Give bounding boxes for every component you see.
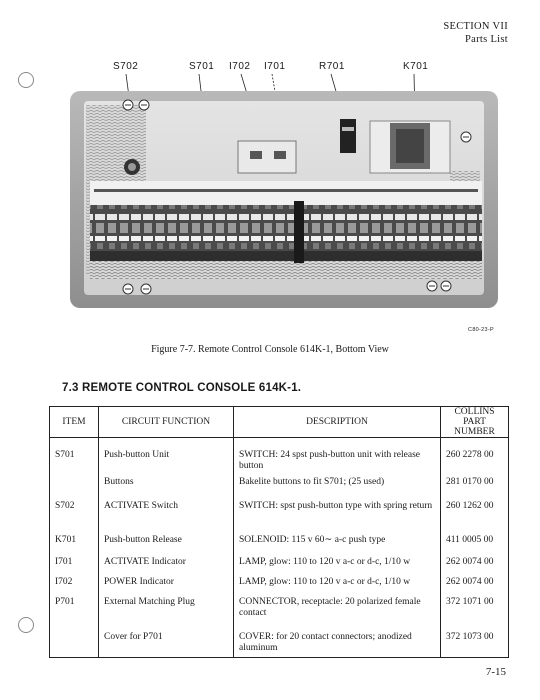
cell-description: CONNECTOR, receptacle: 20 polarized female contact [234, 595, 441, 630]
header-part-line1: COLLINS [454, 407, 495, 417]
cell-description: LAMP, glow: 110 to 120 v a-c or d-c, 1/10 w [234, 555, 441, 575]
table-row [50, 595, 509, 630]
cell-description: LAMP, glow: 110 to 120 v a-c or d-c, 1/10 w [234, 575, 441, 595]
cell-item: S701 [50, 438, 99, 475]
cell-item [50, 630, 99, 658]
cell-part: 411 0005 00 [441, 533, 509, 555]
punch-hole-bottom [18, 617, 34, 633]
table-row [50, 499, 509, 533]
table-row [50, 630, 509, 658]
photo-code: C80-23-P [468, 327, 494, 333]
cell-function: External Matching Plug [99, 595, 234, 630]
cell-description: SOLENOID: 115 v 60∼ a-c push type [234, 533, 441, 555]
callout-r701: R701 [319, 61, 345, 72]
cell-item: K701 [50, 533, 99, 555]
table-row [50, 555, 509, 575]
cell-item: I701 [50, 555, 99, 575]
cell-item [50, 475, 99, 499]
cell-part: 262 0074 00 [441, 555, 509, 575]
cell-description: SWITCH: spst push-button type with spring return [234, 499, 441, 533]
figure-caption: Figure 7-7. Remote Control Console 614K-1, Bottom View [151, 344, 389, 355]
callout-s701: S701 [189, 61, 215, 72]
cell-function: ACTIVATE Indicator [99, 555, 234, 575]
cell-part: 281 0170 00 [441, 475, 509, 499]
cell-function: Push-button Unit [99, 438, 234, 475]
table-header-row [50, 407, 509, 438]
callout-s702: S702 [113, 61, 139, 72]
cell-function: POWER Indicator [99, 575, 234, 595]
cell-part: 260 1262 00 [441, 499, 509, 533]
table-row [50, 438, 509, 475]
callout-k701: K701 [403, 61, 429, 72]
header-circuit-function: CIRCUIT FUNCTION [99, 407, 234, 438]
header-part-number [441, 407, 509, 438]
cell-function: Buttons [99, 475, 234, 499]
cell-description: COVER: for 20 contact connectors; anodized aluminum [234, 630, 441, 658]
section-subtitle: Parts List [465, 34, 508, 45]
cell-item: P701 [50, 595, 99, 630]
cell-description: SWITCH: 24 spst push-button unit with release button [234, 438, 441, 475]
section-title: 7.3 REMOTE CONTROL CONSOLE 614K-1. [62, 382, 302, 394]
cell-part: 372 1073 00 [441, 630, 509, 658]
cell-description: Bakelite buttons to fit S701; (25 used) [234, 475, 441, 499]
cell-part: 372 1071 00 [441, 595, 509, 630]
cell-function: Cover for P701 [99, 630, 234, 658]
header-item: ITEM [50, 407, 99, 438]
table-row [50, 475, 509, 499]
cell-item: I702 [50, 575, 99, 595]
header-description: DESCRIPTION [234, 407, 441, 438]
console-bottom-photo [70, 91, 498, 308]
callout-i702: I702 [229, 61, 251, 72]
cell-function: Push-button Release [99, 533, 234, 555]
parts-table [49, 406, 509, 658]
cell-item: S702 [50, 499, 99, 533]
table-row [50, 575, 509, 595]
cell-function: ACTIVATE Switch [99, 499, 234, 533]
table-row [50, 533, 509, 555]
page-number: 7-15 [485, 666, 506, 678]
section-label: SECTION VII [443, 21, 508, 32]
cell-part: 262 0074 00 [441, 575, 509, 595]
header-part-line2: PART NUMBER [454, 417, 495, 437]
callout-i701: I701 [264, 61, 286, 72]
cell-part: 260 2278 00 [441, 438, 509, 475]
